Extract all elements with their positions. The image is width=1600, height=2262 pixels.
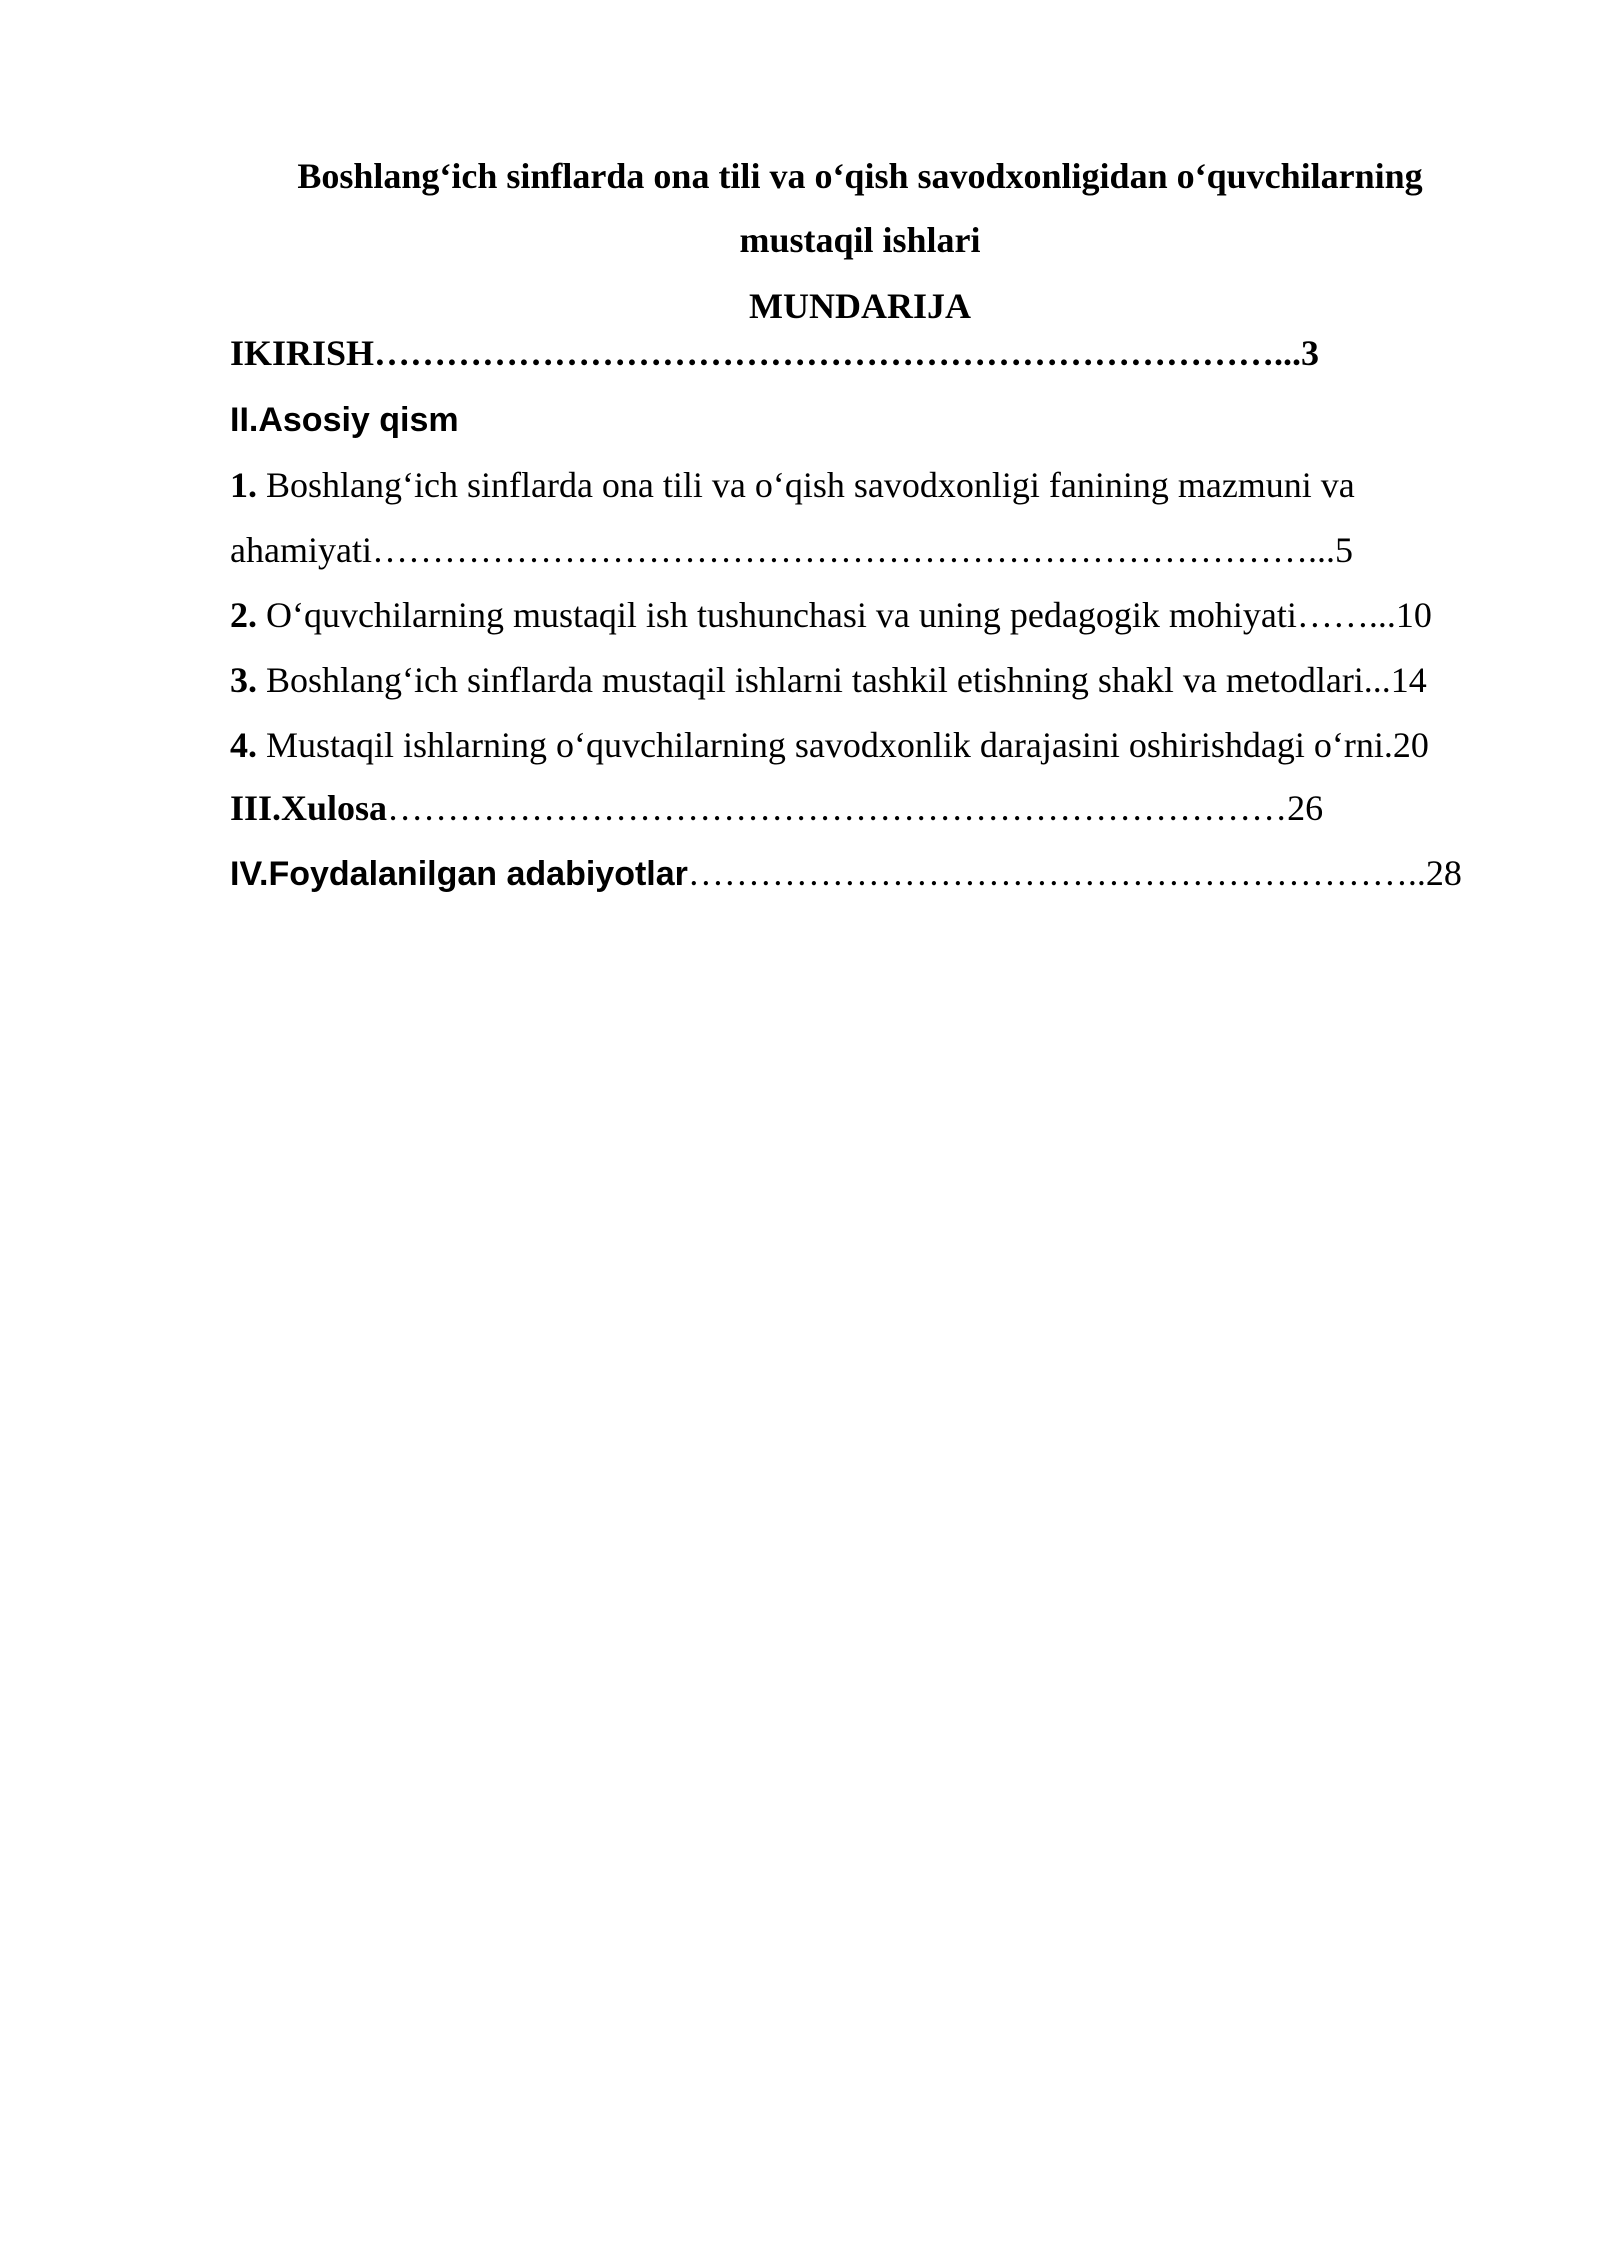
toc-entry-1-text: Boshlang‘ich sinflarda ona tili va o‘qish savodxonligi fanining mazmuni va (257, 465, 1355, 505)
contents-heading: MUNDARIJA (749, 286, 971, 326)
toc-entry-3-text: Boshlang‘ich sinflarda mustaqil ishlarni tashkil etishning shakl va metodlari...14 (257, 660, 1427, 700)
document-title-line-2: mustaqil ishlari (739, 220, 981, 260)
toc-entry-conclusion (230, 790, 1323, 826)
toc-entry-2 (230, 597, 1432, 633)
toc-entry-3-number: 3. (230, 660, 257, 700)
toc-entry-conclusion-label: III.Xulosa (230, 788, 388, 828)
toc-entry-3 (230, 662, 1427, 698)
toc-entry-references-label: IV.Foydalanilgan adabiyotlar (230, 855, 688, 893)
toc-entry-intro: IKIRISH…………………………………………………………………...3 (230, 333, 1320, 373)
toc-entry-conclusion-leader: …………………………………………………………………26 (387, 788, 1324, 828)
toc-entry-references-leader: ……………………………………………………..28 (687, 853, 1462, 893)
toc-entry-1 (230, 467, 1355, 503)
toc-entry-references (230, 855, 1462, 891)
toc-entry-4-text: Mustaqil ishlarning o‘quvchilarning savodxonlik darajasini oshirishdagi o‘rni.20 (257, 725, 1429, 765)
document-title-line-1: Boshlang‘ich sinflarda ona tili va o‘qish savodxonligidan o‘quvchilarning (297, 156, 1423, 196)
toc-entry-1-number: 1. (230, 465, 257, 505)
toc-entry-4-number: 4. (230, 725, 257, 765)
toc-entry-4 (230, 727, 1429, 763)
toc-entry-main-part: II.Asosiy qism (230, 401, 459, 439)
toc-entry-1-continuation: ahamiyati……………………………………………………………………...5 (230, 530, 1353, 570)
toc-entry-2-number: 2. (230, 595, 257, 635)
toc-entry-2-text: O‘quvchilarning mustaqil ish tushunchasi va uning pedagogik mohiyati……...10 (257, 595, 1432, 635)
